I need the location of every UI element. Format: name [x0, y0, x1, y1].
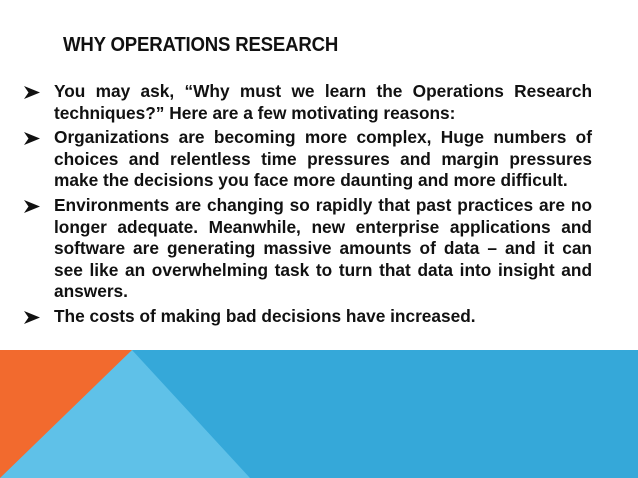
- arrowhead-bullet-icon: [24, 132, 40, 145]
- bullet-text: Environments are changing so rapidly that past practices are no longer adequate. Meanwhile, new enterprise applications and software are generating massive amounts of data – and it can see like an overwhelming task to turn that data into insight and answers.: [54, 194, 592, 302]
- bullet-text: You may ask, “Why must we learn the Operations Research techniques?” Here are a few motivating reasons:: [54, 81, 592, 123]
- slide-title: WHY OPERATIONS RESEARCH: [63, 34, 339, 56]
- arrowhead-bullet-icon: [24, 200, 40, 213]
- bullet-item: [22, 81, 592, 124]
- bullet-item: [22, 306, 592, 328]
- arrowhead-bullet-icon: [24, 311, 40, 324]
- arrowhead-bullet-icon: [24, 86, 40, 99]
- bullet-list: [22, 81, 592, 331]
- decorative-background-band: [0, 350, 638, 478]
- bullet-text: The costs of making bad decisions have increased.: [54, 305, 476, 326]
- bullet-item: [22, 127, 592, 192]
- bullet-item: [22, 195, 592, 303]
- bullet-text: Organizations are becoming more complex, Huge numbers of choices and relentless time pressures and margin pressures make the decisions you face more daunting and more difficult.: [54, 127, 592, 191]
